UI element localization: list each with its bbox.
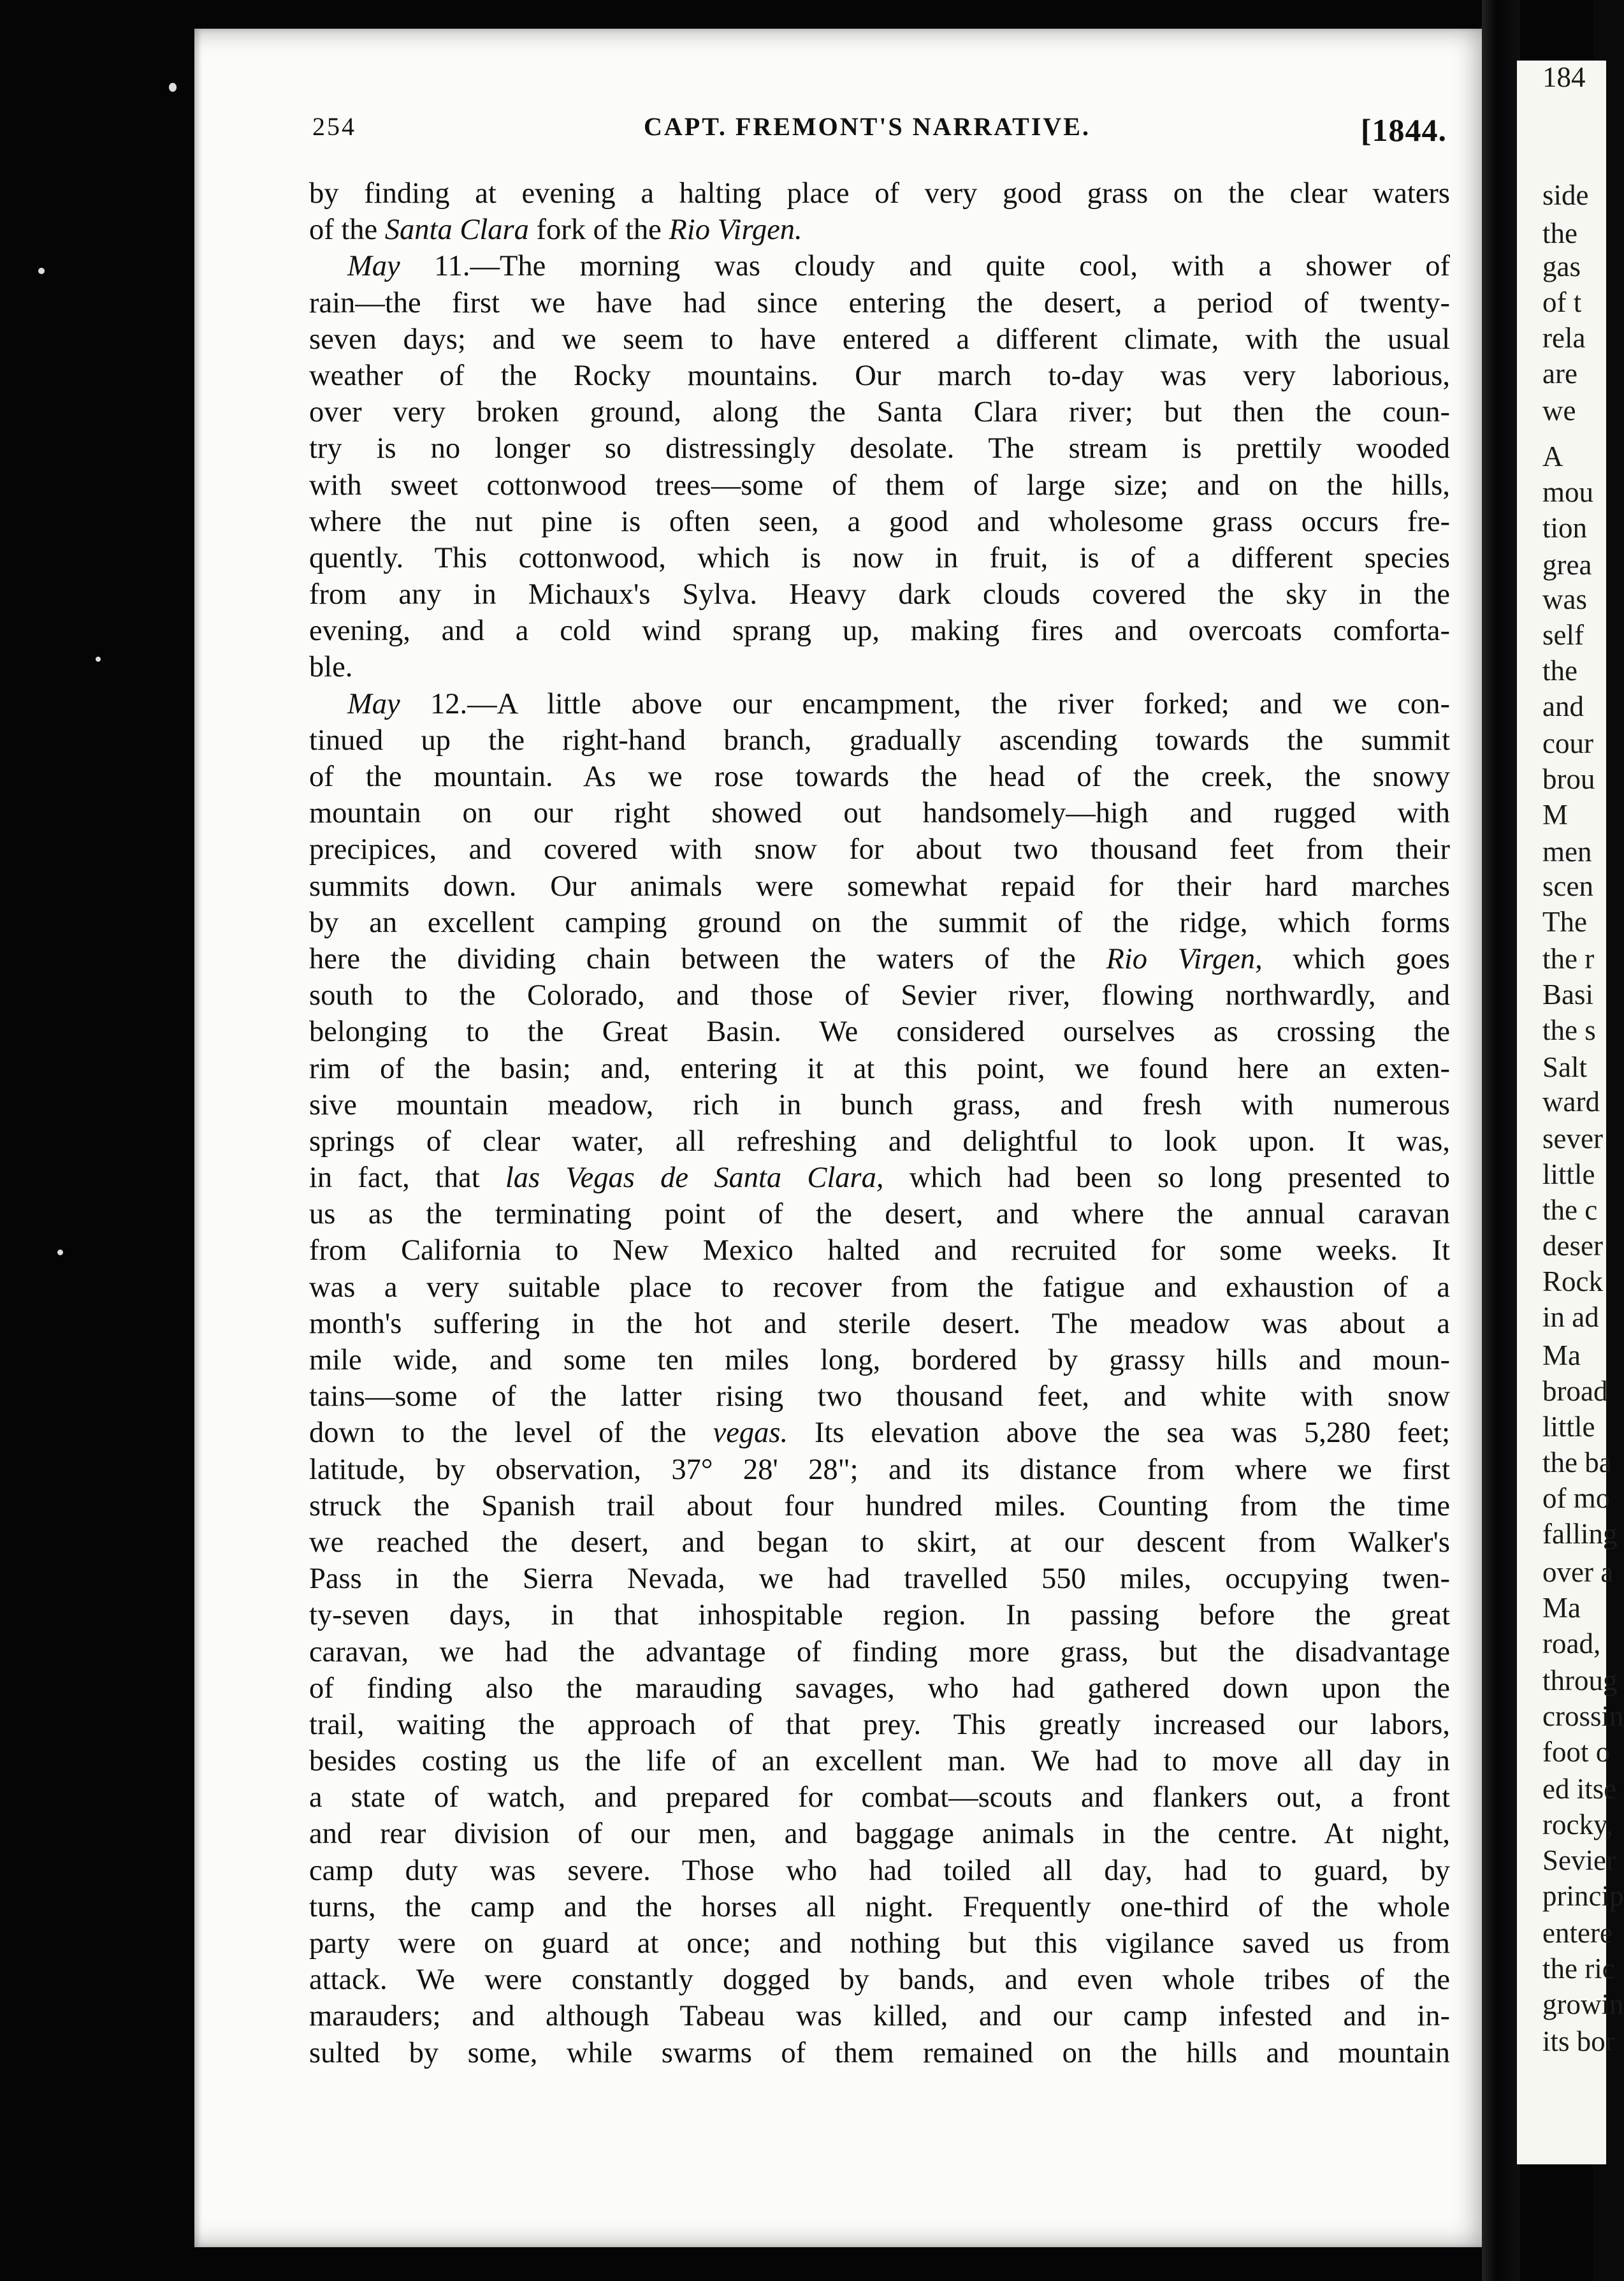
text-line (309, 905, 1450, 941)
italic-run: May (347, 250, 400, 283)
text-run: attack. We were constantly dogged by bands, and even whole tribes of the (309, 1964, 1450, 1997)
page-header (312, 112, 1447, 156)
adjacent-page-line: tion (1542, 512, 1588, 544)
adjacent-page-line: of mo (1542, 1482, 1611, 1514)
text-line (309, 941, 1450, 977)
text-line (309, 831, 1450, 868)
text-line (309, 1160, 1450, 1196)
text-line (309, 1779, 1450, 1816)
text-line (309, 1488, 1450, 1524)
text-run: mile wide, and some ten miles long, bordered by grassy hills and moun- (309, 1344, 1450, 1376)
header-year: [1844. (1360, 112, 1447, 148)
text-run: by finding at evening a halting place of very good grass on the clear waters (309, 177, 1450, 210)
adjacent-page-line: its bor (1542, 2025, 1615, 2057)
text-line (309, 1962, 1450, 1998)
text-line (309, 1561, 1450, 1597)
text-run: marauders; and although Tabeau was killed, and our camp infested and in- (309, 2000, 1450, 2033)
text-run: turns, the camp and the horses all night. Frequently one-third of the whole (309, 1890, 1450, 1923)
text-run: a state of watch, and prepared for combat—scouts and flankers out, a front (309, 1781, 1450, 1814)
text-line (309, 1232, 1450, 1269)
text-run: here the dividing chain between the waters of the (309, 942, 1106, 975)
text-run: sulted by some, while swarms of them remained on the hills and mountain (309, 2036, 1450, 2069)
text-line (309, 759, 1450, 795)
adjacent-page-line: the ric (1542, 1953, 1615, 1985)
page-number: 254 (312, 112, 356, 141)
adjacent-page-line: The (1542, 906, 1587, 938)
scan-speck (169, 83, 177, 92)
adjacent-page-line: ward (1542, 1086, 1600, 1118)
adjacent-page-line: the (1542, 655, 1577, 687)
adjacent-page-line: the c (1542, 1194, 1598, 1226)
text-line (309, 1269, 1450, 1306)
adjacent-page-line: gas (1542, 251, 1581, 282)
adjacent-page-line: deser (1542, 1230, 1603, 1262)
text-run: camp duty was severe. Those who had toiled all day, had to guard, by (309, 1854, 1450, 1887)
text-line (309, 1634, 1450, 1670)
adjacent-page-line: self (1542, 619, 1584, 651)
text-line (309, 212, 1450, 248)
text-run: trail, waiting the approach of that prey. This greatly increased our labors, (309, 1708, 1450, 1741)
adjacent-page-line: we (1542, 395, 1576, 426)
adjacent-page-line: was (1542, 583, 1587, 615)
text-run: summits down. Our animals were somewhat repaid for their hard marches (309, 870, 1450, 903)
text-line (309, 1925, 1450, 1962)
text-line (309, 1743, 1450, 1779)
adjacent-page-line: M (1542, 799, 1569, 831)
adjacent-page-line: over a (1542, 1556, 1614, 1588)
adjacent-page-line: of t (1542, 286, 1582, 318)
text-run: month's suffering in the hot and sterile desert. The meadow was about a (309, 1307, 1450, 1340)
text-run: from California to New Mexico halted and recruited for some weeks. It (309, 1234, 1450, 1267)
text-run: tinued up the right-hand branch, gradually ascending towards the summit (309, 724, 1450, 757)
text-line (309, 1051, 1450, 1087)
text-line (309, 1196, 1450, 1232)
text-line (309, 795, 1450, 831)
text-line (309, 1342, 1450, 1378)
adjacent-page-line: A (1542, 441, 1563, 472)
text-run: besides costing us the life of an excellent man. We had to move all day in (309, 1745, 1450, 1778)
adjacent-page-line: and (1542, 690, 1584, 722)
body-text (309, 175, 1450, 2071)
text-run: which had been so long presented to (883, 1162, 1450, 1195)
adjacent-page-line: the s (1542, 1014, 1596, 1046)
text-line (309, 1597, 1450, 1633)
text-run: of the (309, 214, 385, 247)
text-run: 12.—A little above our encampment, the river forked; and we con- (400, 687, 1450, 720)
text-line (309, 613, 1450, 649)
adjacent-page-line: Rock (1542, 1265, 1603, 1297)
italic-run: Rio Virgen, (1106, 942, 1263, 975)
text-line (309, 175, 1450, 212)
running-title: CAPT. FREMONT'S NARRATIVE. (644, 112, 1091, 141)
text-line (309, 1306, 1450, 1342)
text-line (309, 576, 1450, 613)
text-run: rim of the basin; and, entering it at this point, we found here an exten- (309, 1052, 1450, 1085)
text-run: seven days; and we seem to have entered a different climate, with the usual (309, 323, 1450, 356)
adjacent-page-line: rela (1542, 322, 1586, 354)
text-run: ty-seven days, in that inhospitable region. In passing before the great (309, 1599, 1450, 1632)
text-line (309, 321, 1450, 358)
text-line (309, 1014, 1450, 1050)
italic-run: vegas. (713, 1417, 788, 1450)
adjacent-page-line: the (1542, 217, 1577, 249)
adjacent-page-line: sever (1542, 1123, 1603, 1155)
text-run: by an excellent camping ground on the summit of the ridge, which forms (309, 906, 1450, 939)
text-run: which goes (1262, 942, 1450, 975)
text-run: over very broken ground, along the Santa Clara river; but then the coun- (309, 396, 1450, 429)
text-line (309, 1998, 1450, 2034)
text-line (309, 394, 1450, 430)
adjacent-page-line: crossin (1542, 1700, 1624, 1732)
scan-speck (96, 657, 101, 662)
text-run: and rear division of our men, and baggage animals in the centre. At night, (309, 1818, 1450, 1851)
text-run: belonging to the Great Basin. We considered ourselves as crossing the (309, 1016, 1450, 1049)
scan-speck (57, 1250, 63, 1255)
text-run: sive mountain meadow, rich in bunch grass, and fresh with numerous (309, 1088, 1450, 1121)
scan-speck (38, 268, 45, 274)
text-line (309, 1889, 1450, 1925)
text-line (309, 285, 1450, 321)
adjacent-page-line: ed itse (1542, 1773, 1617, 1805)
text-line (309, 248, 1450, 284)
adjacent-page-line: throug (1542, 1665, 1618, 1696)
adjacent-page-line: brou (1542, 763, 1595, 795)
adjacent-page-line: Sevier (1542, 1844, 1616, 1876)
adjacent-page-line: mou (1542, 476, 1594, 508)
text-line (309, 868, 1450, 905)
adjacent-page-line: men (1542, 836, 1592, 868)
adjacent-page-line: side (1542, 179, 1589, 211)
text-line (309, 1452, 1450, 1488)
text-run: quently. This cottonwood, which is now in fruit, is of a different species (309, 541, 1450, 574)
text-run: springs of clear water, all refreshing and delightful to look upon. It was, (309, 1125, 1450, 1158)
text-line (309, 2035, 1450, 2071)
adjacent-page-line: little (1542, 1411, 1595, 1443)
text-line (309, 540, 1450, 576)
text-run: evening, and a cold wind sprang up, making fires and overcoats comforta- (309, 615, 1450, 648)
text-line (309, 504, 1450, 540)
adjacent-page-line: rocky, (1542, 1809, 1613, 1840)
text-line (309, 430, 1450, 467)
text-line (309, 1707, 1450, 1743)
adjacent-page-line: the ba (1542, 1447, 1612, 1478)
text-run: us as the terminating point of the desert, and where the annual caravan (309, 1198, 1450, 1231)
adjacent-page-line: Salt (1542, 1051, 1588, 1083)
text-run: where the nut pine is often seen, a good and wholesome grass occurs fre- (309, 505, 1450, 538)
text-run: down to the level of the (309, 1417, 713, 1450)
adjacent-page-line: growin (1542, 1988, 1624, 2020)
text-run: weather of the Rocky mountains. Our march to-day was very laborious, (309, 359, 1450, 392)
adjacent-page-line: falling (1542, 1518, 1618, 1550)
text-line (309, 1087, 1450, 1123)
adjacent-page-fragment (1517, 61, 1624, 2164)
text-run: Pass in the Sierra Nevada, we had travelled 550 miles, occupying twen- (309, 1563, 1450, 1596)
text-run: caravan, we had the advantage of finding more grass, but the disadvantage (309, 1635, 1450, 1668)
text-line (309, 686, 1450, 722)
text-run: of finding also the marauding savages, who had gathered down upon the (309, 1672, 1450, 1705)
text-line (309, 977, 1450, 1014)
adjacent-page-line: Ma (1542, 1339, 1581, 1371)
adjacent-page-line: grea (1542, 549, 1592, 581)
text-line (309, 1415, 1450, 1451)
italic-run: May (347, 687, 400, 720)
adjacent-page-line: entere (1542, 1917, 1613, 1949)
text-run: in fact, that (309, 1162, 505, 1195)
text-line (309, 1853, 1450, 1889)
adjacent-page-line: cour (1542, 727, 1593, 759)
adjacent-page-line: princip (1542, 1880, 1624, 1912)
text-run: from any in Michaux's Sylva. Heavy dark clouds covered the sky in the (309, 578, 1450, 611)
text-line (309, 1524, 1450, 1561)
adjacent-page-line: are (1542, 358, 1577, 390)
text-run: 11.—The morning was cloudy and quite cool, with a shower of (400, 250, 1450, 283)
book-gutter (1482, 0, 1520, 2281)
adjacent-page-line: little (1542, 1158, 1595, 1190)
text-line (309, 649, 1450, 685)
text-run: ble. (309, 651, 353, 684)
text-run: we reached the desert, and began to skirt, at our descent from Walker's (309, 1526, 1450, 1559)
text-run: Its elevation above the sea was 5,280 feet; (788, 1417, 1450, 1450)
text-run: latitude, by observation, 37° 28' 28"; and its distance from where we first (309, 1453, 1450, 1486)
text-run: tains—some of the latter rising two thousand feet, and white with snow (309, 1380, 1450, 1413)
adjacent-page-line: scen (1542, 870, 1593, 902)
text-line (309, 467, 1450, 504)
text-line (309, 722, 1450, 759)
text-run: rain—the first we have had since entering the desert, a period of twenty- (309, 286, 1450, 319)
italic-run: Rio Virgen. (669, 214, 802, 247)
text-run: with sweet cottonwood trees—some of them of large size; and on the hills, (309, 469, 1450, 502)
adjacent-page-line: the r (1542, 943, 1595, 975)
text-line (309, 1378, 1450, 1415)
adjacent-page-line: 184 (1542, 61, 1586, 93)
text-line (309, 1123, 1450, 1160)
text-run: mountain on our right showed out handsomely—high and rugged with (309, 797, 1450, 830)
text-run: precipices, and covered with snow for about two thousand feet from their (309, 833, 1450, 866)
text-run: fork of the (528, 214, 669, 247)
text-run: of the mountain. As we rose towards the head of the creek, the snowy (309, 761, 1450, 793)
adjacent-page-line: in ad (1542, 1301, 1599, 1333)
adjacent-page-line: broad (1542, 1375, 1608, 1407)
text-run: south to the Colorado, and those of Sevier river, flowing northwardly, and (309, 979, 1450, 1012)
text-line (309, 1816, 1450, 1852)
adjacent-page-line: Basi (1542, 979, 1594, 1010)
text-line (309, 1670, 1450, 1707)
adjacent-page-line: foot o (1542, 1736, 1611, 1768)
text-run: was a very suitable place to recover from the fatigue and exhaustion of a (309, 1271, 1450, 1304)
italic-run: las Vegas de Santa Clara, (505, 1162, 884, 1195)
text-run: struck the Spanish trail about four hundred miles. Counting from the time (309, 1489, 1450, 1522)
italic-run: Santa Clara (384, 214, 529, 247)
adjacent-page-line: Ma (1542, 1592, 1581, 1624)
text-line (309, 358, 1450, 394)
text-run: try is no longer so distressingly desolate. The stream is prettily wooded (309, 432, 1450, 465)
text-run: party were on guard at once; and nothing but this vigilance saved us from (309, 1927, 1450, 1960)
adjacent-page-line: road, (1542, 1628, 1601, 1659)
